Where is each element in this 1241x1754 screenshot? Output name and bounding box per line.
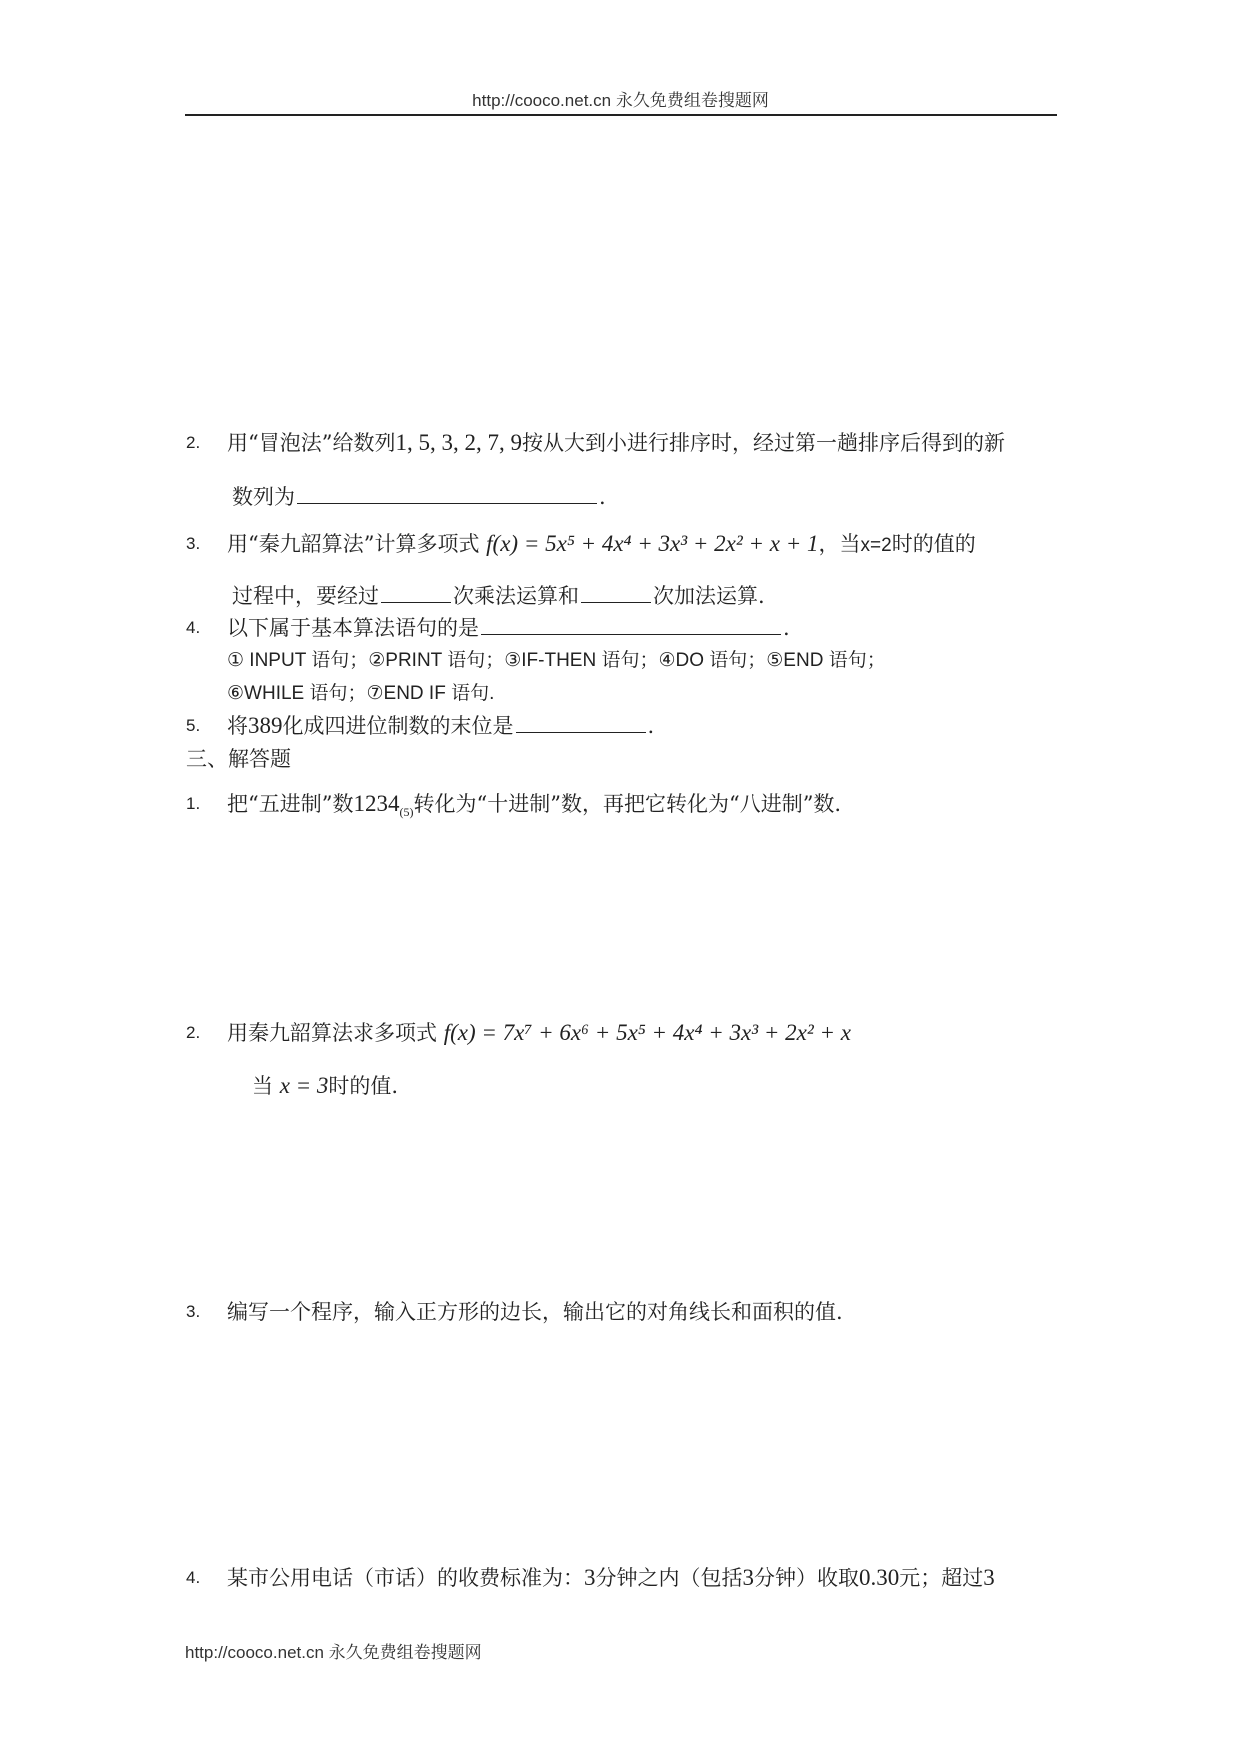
answer-q2-polynomial: f(x) = 7x⁷ + 6x⁶ + 5x⁵ + 4x⁴ + 3x³ + 2x² + x [443, 1020, 851, 1045]
fill-q4-line1 [227, 612, 790, 642]
fill-q2-line2 [232, 481, 606, 511]
answer-q1-value: 1234 [353, 791, 400, 816]
fill-q4-end: . [783, 616, 790, 640]
fill-q2-sequence: 1, 5, 3, 2, 7, 9 [395, 430, 522, 455]
section-title-answers: 三、解答题 [186, 747, 291, 771]
answer-q1-line [227, 788, 841, 820]
answer-q4-number: 4. [186, 1568, 201, 1587]
fill-q3-line2 [232, 580, 765, 610]
fill-q3-line1 [227, 528, 976, 558]
fill-q2-number: 2. [186, 433, 201, 452]
fill-q2-line2-text: 数列为 [232, 485, 295, 509]
answer-q4-text-d: 元；超过 [899, 1566, 984, 1590]
fill-q3-line2-b: 次乘法运算和 [453, 584, 579, 608]
fill-q3-add-blank[interactable] [581, 601, 651, 603]
answer-q2-line2-a: 当 [252, 1074, 273, 1098]
fill-q5-line [227, 710, 654, 740]
fill-q3-text-b: ，当 [818, 532, 861, 556]
fill-q3-line2-a: 过程中，要经过 [232, 584, 379, 608]
fill-q2-end: . [599, 485, 606, 509]
fill-q4-options-line2: ⑥WHILE 语句；⑦END IF 语句. [227, 683, 495, 704]
answer-q2-line2-c: 时的值. [328, 1074, 399, 1098]
fill-q3-text-a: 用“秦九韶算法”计算多项式 [227, 532, 480, 556]
fill-q5-number: 5. [186, 716, 201, 735]
answer-q2-text-a: 用秦九韶算法求多项式 [227, 1021, 437, 1045]
page-footer: http://cooco.net.cn 永久免费组卷搜题网 [185, 1643, 482, 1662]
page-header: http://cooco.net.cn 永久免费组卷搜题网 [472, 91, 769, 110]
fill-q3-polynomial: f(x) = 5x⁵ + 4x⁴ + 3x³ + 2x² + x + 1 [486, 531, 819, 556]
answer-q1-text-b: 转化为“十进制”数，再把它转化为“八进制”数. [413, 792, 842, 816]
fill-q2-text-b: 按从大到小进行排序时，经过第一趟排序后得到的新 [521, 431, 1005, 455]
answer-q4-value-1: 3 [584, 1565, 596, 1590]
fill-q5-text-b: 化成四进位制数的末位是 [282, 714, 514, 738]
fill-q4-number: 4. [186, 618, 201, 637]
answer-q2-line2 [252, 1070, 398, 1100]
answer-q4-text-a: 某市公用电话（市话）的收费标准为： [227, 1566, 584, 1590]
answer-q2-x-value: x = 3 [279, 1073, 329, 1098]
fill-q5-answer-blank[interactable] [516, 731, 646, 733]
answer-q4-line [227, 1562, 995, 1592]
fill-q3-text-c: 时的值的 [891, 532, 976, 556]
fill-q4-answer-blank[interactable] [481, 633, 781, 635]
fill-q5-end: . [647, 714, 655, 738]
answer-q4-text-c: 分钟）收取 [754, 1566, 859, 1590]
answer-q2-line1 [227, 1017, 851, 1047]
fill-q5-value: 389 [248, 713, 283, 738]
fill-q3-number: 3. [186, 534, 201, 553]
answer-q3-text: 编写一个程序，输入正方形的边长，输出它的对角线长和面积的值. [227, 1300, 843, 1324]
fill-q5-text-a: 将 [227, 714, 248, 738]
answer-q4-value-2: 3 [742, 1565, 754, 1590]
fill-q3-x-value: x=2 [860, 535, 892, 556]
fill-q2-answer-blank[interactable] [297, 502, 597, 504]
answer-q1-number: 1. [186, 794, 201, 813]
fill-q3-line2-c: 次加法运算. [653, 584, 765, 608]
answer-q3-number: 3. [186, 1302, 201, 1321]
fill-q2-text-a: 用“冒泡法”给数列 [227, 431, 396, 455]
answer-q2-number: 2. [186, 1023, 201, 1042]
answer-q4-value-4: 3 [983, 1565, 995, 1590]
answer-q4-text-b: 分钟之内（包括 [595, 1566, 743, 1590]
fill-q4-text: 以下属于基本算法语句的是 [227, 616, 479, 640]
fill-q4-options-line1: ① INPUT 语句；②PRINT 语句；③IF-THEN 语句；④DO 语句；⑤END 语句； [227, 650, 886, 671]
fill-q2-line1 [227, 427, 1005, 457]
answer-q4-value-3: 0.30 [859, 1565, 900, 1590]
answer-q1-base: (5) [399, 805, 414, 820]
fill-q3-multiply-blank[interactable] [381, 601, 451, 603]
answer-q1-text-a: 把“五进制”数 [227, 792, 354, 816]
header-rule [185, 114, 1057, 116]
